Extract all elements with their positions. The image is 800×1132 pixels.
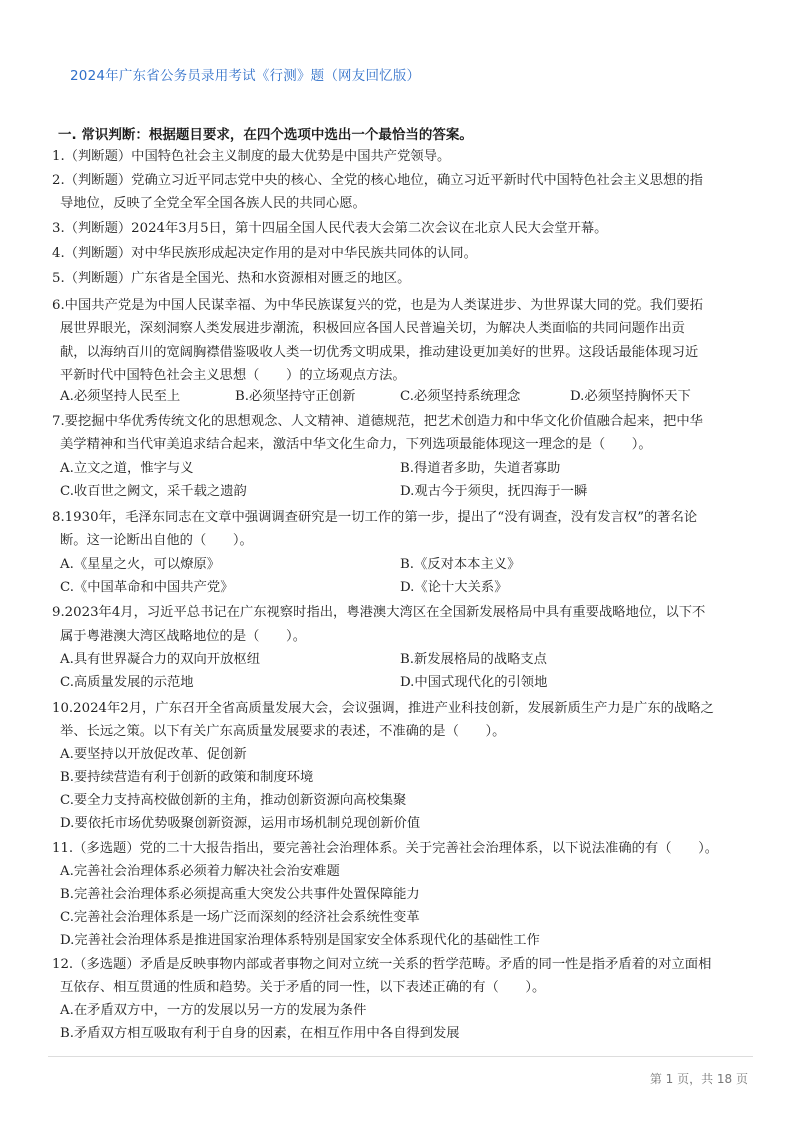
question-8-line-1: 8.1930年，毛泽东同志在文章中强调调查研究是一切工作的第一步，提出了“没有调查，没有发言权”的著名论 [52,510,698,525]
question-6-option-d: D.必须坚持胸怀天下 [570,389,691,404]
question-6-option-c: C.必须坚持系统理念 [400,389,521,404]
question-9-option-d: D.中国式现代化的引领地 [400,675,548,690]
question-9-line-1: 9.2023年4月，习近平总书记在广东视察时指出，粤港澳大湾区在全国新发展格局中具有重要战略地位，以下不 [52,605,706,620]
question-6-option-b: B.必须坚持守正创新 [235,389,356,404]
question-7-line-1: 7.要挖掘中华优秀传统文化的思想观念、人文精神、道德规范，把艺术创造力和中华文化价值融合起来，把中华 [52,414,703,429]
question-6-line-1: 6.中国共产党是为中国人民谋幸福、为中华民族谋复兴的党，也是为人类谋进步、为世界谋大同的党。我们要拓 [52,298,703,313]
question-7-option-a: A.立文之道，惟字与义 [60,461,194,476]
question-2-line-1: 2.（判断题）党确立习近平同志党中央的核心、全党的核心地位，确立习近平新时代中国特色社会主义思想的指 [52,173,703,188]
question-6-line-4: 平新时代中国特色社会主义思想（ ）的立场观点方法。 [60,368,406,383]
question-11-option-a: A.完善社会治理体系必须着力解决社会治安难题 [60,864,340,879]
question-7-option-b: B.得道者多助，失道者寡助 [400,461,561,476]
question-11-option-c: C.完善社会治理体系是一场广泛而深刻的经济社会系统性变革 [60,910,420,925]
question-9-line-2: 属于粤港澳大湾区战略地位的是（ ）。 [60,629,306,644]
question-11-option-d: D.完善社会治理体系是推进国家治理体系特别是国家安全体系现代化的基础性工作 [60,933,540,948]
question-10-option-d: D.要依托市场优势吸聚创新资源，运用市场机制兑现创新价值 [60,816,421,831]
question-9-option-a: A.具有世界凝合力的双向开放枢纽 [60,652,260,667]
question-8-line-2: 断。这一论断出自他的（ ）。 [60,533,253,548]
section-heading: 一. 常识判断：根据题目要求，在四个选项中选出一个最恰当的答案。 [58,127,473,143]
question-2-line-2: 导地位，反映了全党全军全国各族人民的共同心愿。 [60,196,366,211]
question-12-line-1: 12.（多选题）矛盾是反映事物内部或者事物之间对立统一关系的哲学范畴。矛盾的同一性是指矛盾着的对立面相 [52,957,712,972]
question-1-line-1: 1.（判断题）中国特色社会主义制度的最大优势是中国共产党领导。 [52,149,451,164]
question-10-line-2: 举、长远之策。以下有关广东高质量发展要求的表述，不准确的是（ ）。 [60,724,506,739]
question-9-option-b: B.新发展格局的战略支点 [400,652,547,667]
question-8-option-a: A.《星星之火，可以燎原》 [60,557,221,572]
question-6-line-2: 展世界眼光，深刻洞察人类发展进步潮流，积极回应各国人民普遍关切，为解决人类面临的共同问题作出贡 [60,321,685,336]
document-title: 2024年广东省公务员录用考试《行测》题（网友回忆版） [70,68,421,84]
question-10-option-b: B.要持续营造有利于创新的政策和制度环境 [60,770,314,785]
question-9-option-c: C.高质量发展的示范地 [60,675,194,690]
question-8-option-d: D.《论十大关系》 [400,580,508,595]
question-8-option-b: B.《反对本本主义》 [400,557,521,572]
question-12-line-2: 互依存、相互贯通的性质和趋势。关于矛盾的同一性，以下表述正确的有（ ）。 [60,980,546,995]
question-8-option-c: C.《中国革命和中国共产党》 [60,580,234,595]
question-3-line-1: 3.（判断题）2024年3月5日，第十四届全国人民代表大会第二次会议在北京人民大会堂开幕。 [52,221,608,236]
question-4-line-1: 4.（判断题）对中华民族形成起决定作用的是对中华民族共同体的认同。 [52,246,477,261]
question-12-option-a: A.在矛盾双方中，一方的发展以另一方的发展为条件 [60,1003,367,1018]
question-7-option-d: D.观古今于须臾，抚四海于一瞬 [400,484,588,499]
question-6-option-a: A.必须坚持人民至上 [60,389,181,404]
page-number: 第 1 页，共 18 页 [649,1072,748,1086]
question-10-option-a: A.要坚持以开放促改革、促创新 [60,747,247,762]
question-11-option-b: B.完善社会治理体系必须提高重大突发公共事件处置保障能力 [60,887,420,902]
footer-divider [48,1056,753,1057]
question-10-option-c: C.要全力支持高校做创新的主角，推动创新资源向高校集聚 [60,793,407,808]
question-7-option-c: C.收百世之阙文，采千载之遗韵 [60,484,247,499]
question-6-line-3: 献，以海纳百川的宽阔胸襟借鉴吸收人类一切优秀文明成果，推动建设更加美好的世界。这段话最能体现习近 [60,345,699,360]
question-12-option-b: B.矛盾双方相互吸取有利于自身的因素，在相互作用中各自得到发展 [60,1026,460,1041]
question-11-line-1: 11.（多选题）党的二十大报告指出，要完善社会治理体系。关于完善社会治理体系，以下说法准确的有（ ）。 [52,841,719,856]
question-7-line-2: 美学精神和当代审美追求结合起来，激活中华文化生命力，下列选项最能体现这一理念的是（ ）。 [60,437,652,452]
question-5-line-1: 5.（判断题）广东省是全国光、热和水资源相对匮乏的地区。 [52,271,411,286]
question-10-line-1: 10.2024年2月，广东召开全省高质量发展大会，会议强调，推进产业科技创新，发展新质生产力是广东的战略之 [52,701,714,716]
